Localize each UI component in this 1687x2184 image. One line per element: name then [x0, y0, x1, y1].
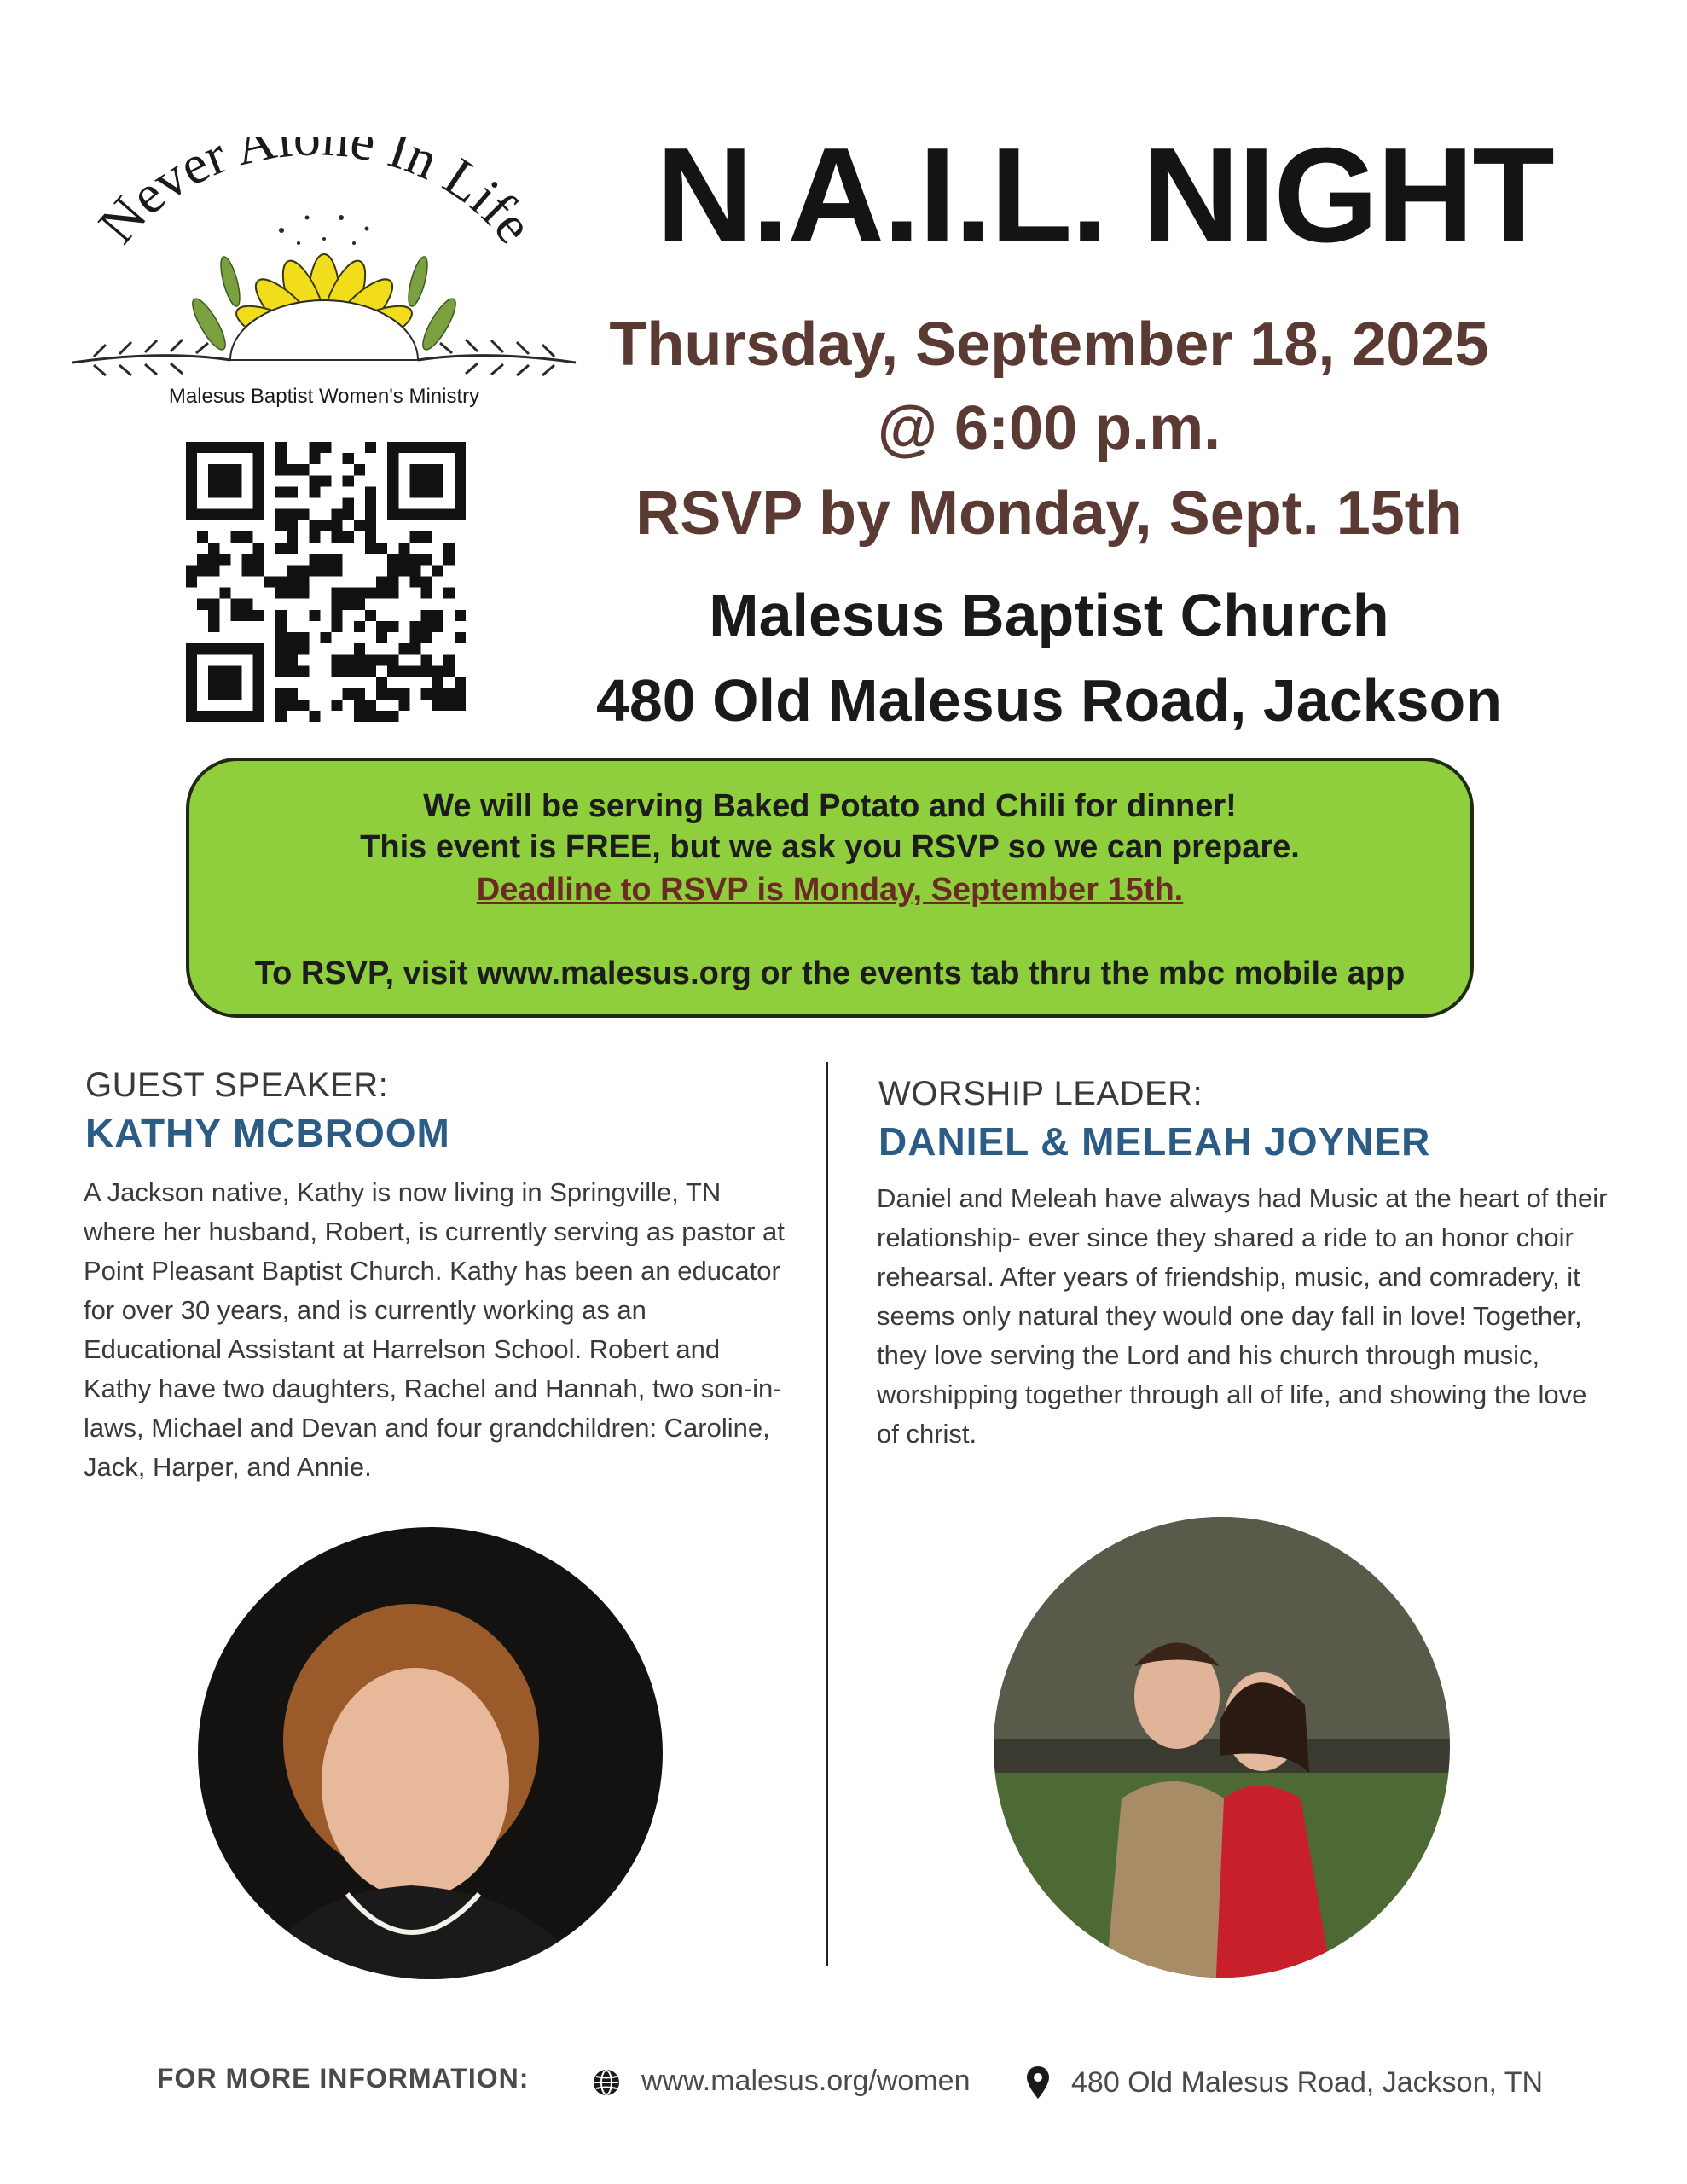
globe-icon	[592, 2068, 621, 2097]
footer-address: 480 Old Malesus Road, Jackson, TN	[1071, 2066, 1544, 2099]
rsvp-deadline-text: Deadline to RSVP is Monday, September 15th.	[476, 872, 1184, 908]
dinner-info-box	[186, 758, 1474, 1018]
event-title: N.A.I.L. NIGHT	[656, 120, 1553, 270]
rsvp-instructions-link[interactable]: To RSVP, visit www.malesus.org or the events tab thru the mbc mobile app	[254, 956, 1406, 991]
event-time: @ 6:00 p.m.	[877, 394, 1221, 462]
logo-ministry-text: Malesus Baptist Women's Ministry	[168, 385, 480, 408]
venue-address: 480 Old Malesus Road, Jackson	[595, 667, 1503, 734]
worship-leader-photo	[994, 1517, 1450, 1978]
dinner-menu-text: We will be serving Baked Potato and Chili for dinner!	[423, 788, 1237, 824]
qr-code[interactable]	[186, 442, 466, 722]
footer-label: FOR MORE INFORMATION:	[157, 2063, 530, 2094]
free-event-text: This event is FREE, but we ask you RSVP so we can prepare.	[360, 829, 1300, 865]
ministry-logo	[60, 136, 588, 427]
footer-website-link[interactable]: www.malesus.org/women	[641, 2065, 971, 2097]
logo-arc-text: Never Alone In Life	[86, 136, 546, 255]
worship-leader-name: DANIEL & MELEAH JOYNER	[878, 1119, 1431, 1164]
speaker-name: KATHY MCBROOM	[85, 1111, 450, 1155]
location-pin-icon	[1025, 2065, 1051, 2100]
rsvp-deadline: RSVP by Monday, Sept. 15th	[635, 479, 1463, 548]
speaker-role-label: GUEST SPEAKER:	[85, 1066, 389, 1104]
speaker-photo	[198, 1527, 663, 1979]
sunflower-icon	[187, 215, 461, 361]
worship-leader-bio: Daniel and Meleah have always had Music at the heart of their relationship- ever since they shared a ride to an honor choir rehearsal. After years of friendship, music, and comradery, it seems only natural they would one day fall in love! Together, they love serving the Lord and his church through music, worshipping together through all of life, and showing the love of christ.	[877, 1183, 1608, 1449]
column-divider	[826, 1062, 828, 1966]
speaker-bio: A Jackson native, Kathy is now living in Springville, TN where her husband, Robert, is currently serving as pastor at Point Pleasant Baptist Church. Kathy has been an educator for over 30 years, and is currently working as an Educational Assistant at Harrelson School. Robert and Kathy have two daughters, Rachel and Hannah, two son-in-laws, Michael and Devan and four grandchildren: Caroline, Jack, Harper, and Annie.	[84, 1177, 785, 1482]
venue-name: Malesus Baptist Church	[709, 582, 1389, 648]
worship-leader-role-label: WORSHIP LEADER:	[878, 1075, 1203, 1112]
event-date: Thursday, September 18, 2025	[609, 311, 1489, 379]
